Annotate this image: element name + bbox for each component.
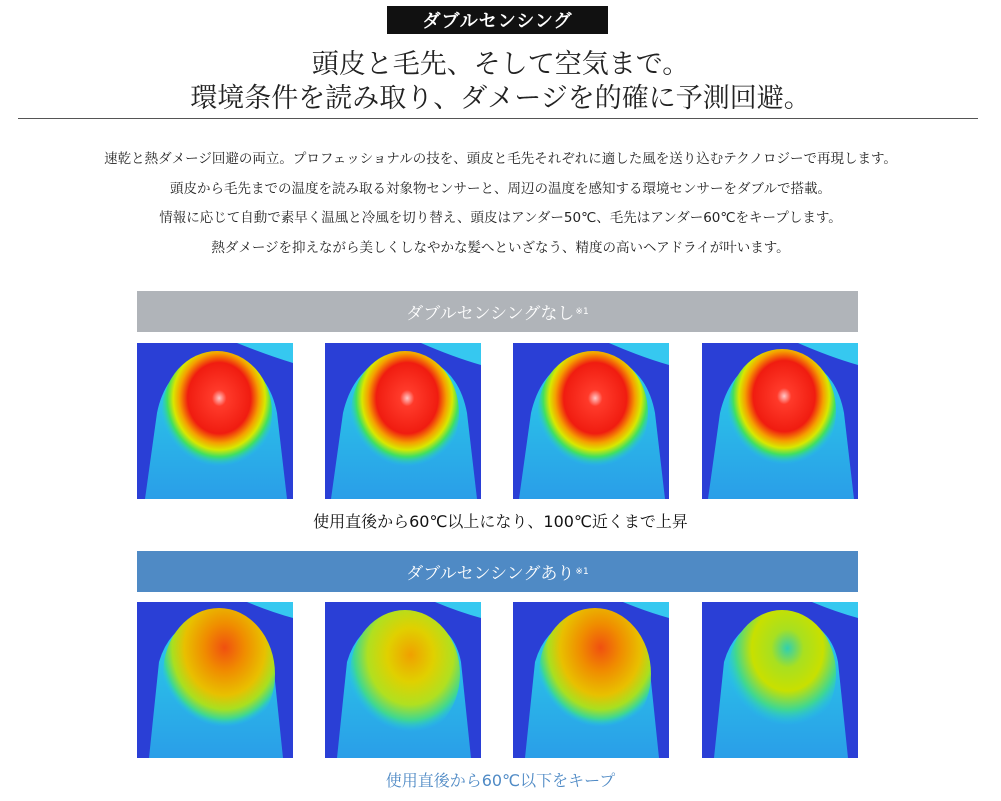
section-bar-without (137, 291, 858, 332)
section-badge: ダブルセンシング (387, 6, 608, 34)
description-line: 熱ダメージを抑えながら美しくしなやかな髪へといざなう、精度の高いヘアドライが叶います。 (211, 239, 790, 256)
section-bar-label: ダブルセンシングあり (406, 564, 575, 584)
description-line: 情報に応じて自動で素早く温風と冷風を切り替え、頭皮はアンダー50℃、毛先はアンダー60℃をキープします。 (159, 210, 842, 226)
thermal-image-without-3 (513, 343, 669, 499)
thermal-image-without-1 (137, 343, 293, 499)
thermal-image-with-2 (325, 602, 481, 758)
thermal-image-with-3 (513, 602, 669, 758)
thermal-image-without-4 (702, 343, 858, 499)
description-line: 速乾と熱ダメージ回避の両立。プロフェッショナルの技を、頭皮と毛先それぞれに適した風を送り込むテクノロジーで再現します。 (104, 151, 897, 167)
headline-line-1: 頭皮と毛先、そして空気まで。 (311, 49, 690, 80)
section-bar-with (137, 551, 858, 592)
footnote-mark: ※1 (575, 566, 589, 577)
thermal-image-with-1 (137, 602, 293, 758)
description (0, 145, 1001, 263)
section-bar-label: ダブルセンシングなし (406, 304, 575, 324)
description-line: 頭皮から毛先までの温度を読み取る対象物センサーと、周辺の温度を感知する環境センサーをダブルで搭載。 (170, 180, 831, 197)
footnote-mark: ※1 (575, 306, 589, 317)
caption-with: 使用直後から60℃以下をキープ (385, 771, 616, 790)
headline-line-2: 環境条件を読み取り、ダメージを的確に予測回避。 (190, 83, 811, 114)
thermal-image-with-4 (702, 602, 858, 758)
thermal-image-without-2 (325, 343, 481, 499)
caption-without: 使用直後から60℃以上になり、100℃近くまで上昇 (313, 512, 688, 531)
headline (0, 48, 1001, 116)
divider (18, 118, 978, 119)
